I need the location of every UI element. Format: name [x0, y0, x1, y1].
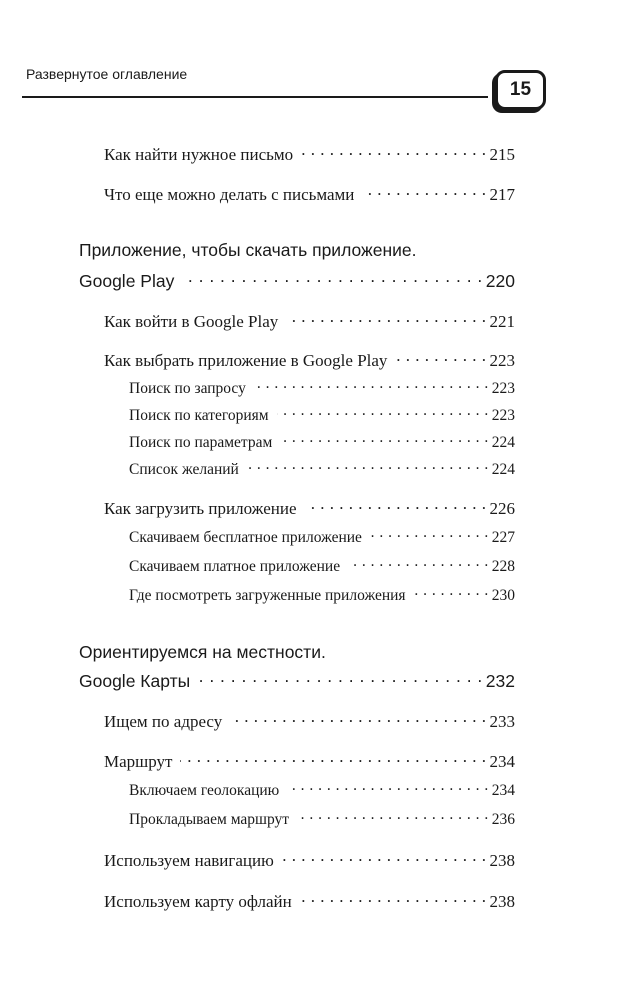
toc-leader-dots — [301, 140, 486, 160]
toc-entry-page: 234 — [489, 752, 515, 772]
toc-leader-dots — [414, 581, 489, 600]
toc-entry-label: Как найти нужное письмо — [104, 145, 294, 165]
toc-entry-page: 238 — [489, 851, 515, 871]
toc-entry-page: 223 — [489, 351, 515, 371]
toc-entry-search-address[interactable] — [104, 707, 515, 732]
toc-entry-label: Google Карты — [79, 671, 191, 691]
toc-entry-choose-app[interactable] — [104, 346, 515, 371]
toc-entry-label: Как войти в Google Play — [104, 312, 279, 332]
toc-entry-navigation[interactable] — [104, 846, 515, 871]
toc-entry-label: Скачиваем бесплатное приложение — [129, 528, 362, 546]
toc-subentry-geolocation[interactable] — [129, 776, 515, 800]
toc-entry-page: 232 — [485, 671, 515, 691]
toc-entry-label: Прокладываем маршрут — [129, 810, 290, 828]
toc-section-google-maps[interactable] — [79, 666, 515, 692]
toc-entry-page: 233 — [489, 712, 515, 732]
toc-leader-dots — [362, 180, 486, 200]
toc-entry-route[interactable] — [104, 747, 515, 772]
toc-subentry-search-query[interactable] — [129, 374, 515, 398]
toc-entry-label: Что еще можно делать с письмами — [104, 185, 355, 205]
toc-entry-label: Список желаний — [129, 460, 239, 478]
toc-entry-page: 223 — [491, 379, 515, 397]
toc-leader-dots — [180, 747, 486, 767]
toc-leader-dots — [198, 666, 483, 687]
toc-entry-page: 220 — [485, 271, 515, 291]
toc-entry-label: Используем навигацию — [104, 851, 274, 871]
toc-entry-page: 223 — [491, 406, 515, 424]
running-header-title: Развернутое оглавление — [26, 66, 188, 82]
toc-leader-dots — [247, 455, 489, 474]
toc-leader-dots — [230, 707, 486, 727]
toc-leader-dots — [277, 401, 489, 420]
toc-entry-page: 238 — [489, 892, 515, 912]
toc-entry-more-letters[interactable] — [104, 180, 515, 205]
toc-subentry-where-loaded[interactable] — [129, 581, 515, 605]
toc-entry-page: 221 — [489, 312, 515, 332]
toc-entry-page: 224 — [491, 460, 515, 478]
toc-subentry-search-params[interactable] — [129, 428, 515, 452]
toc-entry-offline-map[interactable] — [104, 887, 515, 912]
toc-leader-dots — [297, 805, 489, 824]
page-number-badge: 15 — [495, 70, 546, 110]
toc-entry-page: 224 — [491, 433, 515, 451]
toc-leader-dots — [286, 307, 486, 327]
toc-entry-label: Поиск по запросу — [129, 379, 246, 397]
toc-entry-label: Как загрузить приложение — [104, 499, 297, 519]
toc-entry-page: 226 — [489, 499, 515, 519]
toc-entry-label: Поиск по параметрам — [129, 433, 273, 451]
toc-subentry-free-app[interactable] — [129, 523, 515, 547]
toc-entry-page: 217 — [489, 185, 515, 205]
toc-entry-download-app[interactable] — [104, 494, 515, 519]
toc-leader-dots — [370, 523, 489, 542]
toc-entry-find-letter[interactable] — [104, 140, 515, 165]
toc-subentry-search-category[interactable] — [129, 401, 515, 425]
header-rule — [22, 96, 488, 98]
toc-entry-page: 234 — [491, 781, 515, 799]
toc-entry-label: Ищем по адресу — [104, 712, 223, 732]
toc-leader-dots — [300, 887, 487, 907]
toc-entry-label: Включаем геолокацию — [129, 781, 280, 799]
toc-entry-label: Как выбрать приложение в Google Play — [104, 351, 388, 371]
toc-subentry-build-route[interactable] — [129, 805, 515, 829]
toc-entry-page: 215 — [489, 145, 515, 165]
toc-entry-page: 228 — [491, 557, 515, 575]
toc-entry-label: Маршрут — [104, 752, 173, 772]
toc-entry-label: Google Play — [79, 271, 175, 291]
toc-entry-label: Используем карту офлайн — [104, 892, 292, 912]
toc-entry-label: Скачиваем платное приложение — [129, 557, 341, 575]
toc-leader-dots — [305, 494, 487, 514]
toc-entry-page: 230 — [491, 586, 515, 604]
toc-leader-dots — [182, 266, 482, 287]
toc-section-title[interactable]: Ориентируемся на местности. — [79, 642, 326, 662]
toc-leader-dots — [287, 776, 489, 795]
toc-section-title[interactable]: Приложение, чтобы скачать приложение. — [79, 240, 417, 260]
toc-leader-dots — [282, 846, 487, 866]
toc-entry-page: 227 — [491, 528, 515, 546]
toc-leader-dots — [348, 552, 489, 571]
toc-entry-label: Поиск по категориям — [129, 406, 269, 424]
toc-entry-label: Где посмотреть загруженные приложения — [129, 586, 406, 604]
toc-leader-dots — [254, 374, 489, 393]
toc-leader-dots — [395, 346, 486, 366]
toc-leader-dots — [280, 428, 488, 447]
toc-subentry-wishlist[interactable] — [129, 455, 515, 479]
toc-entry-page: 236 — [491, 810, 515, 828]
toc-section-google-play[interactable] — [79, 266, 515, 292]
toc-subentry-paid-app[interactable] — [129, 552, 515, 576]
toc-entry-enter-play[interactable] — [104, 307, 515, 332]
